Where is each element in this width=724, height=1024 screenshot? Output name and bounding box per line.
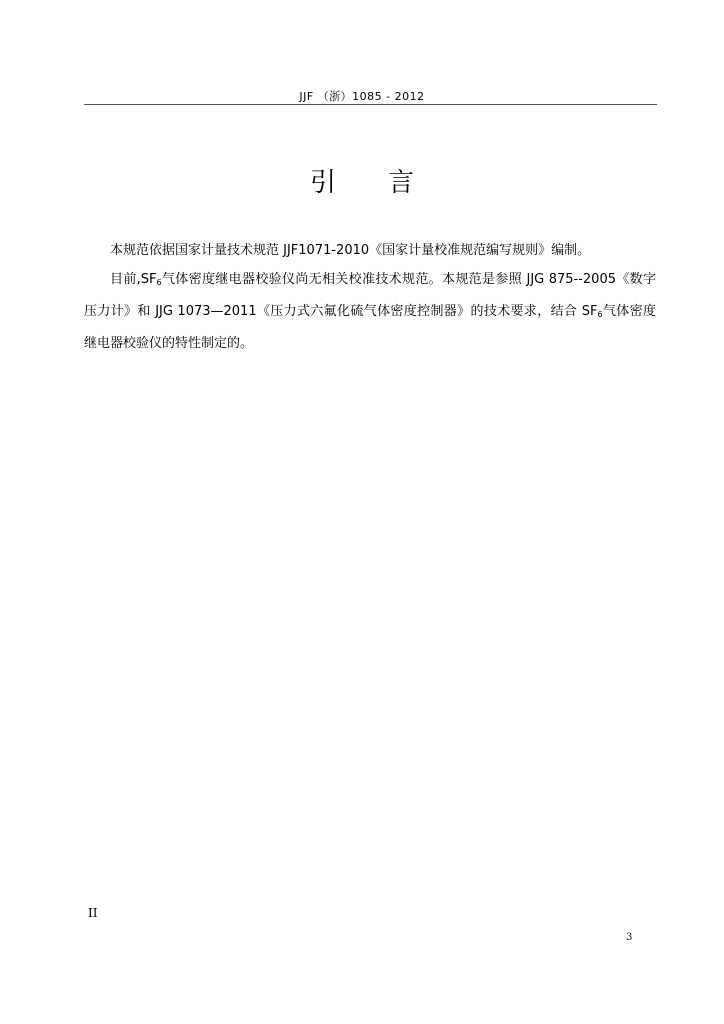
body-text (84, 236, 656, 358)
subscript-6: 6 (156, 278, 162, 287)
paragraph-1: 本规范依据国家计量技术规范 JJF1071-2010《国家计量校准规范编写规则》编制。 (110, 243, 591, 258)
paragraph-2 (84, 265, 656, 358)
paragraph-2-part-2: 气体密度继电器校验仪尚无相关校准技术规范。本规范是参照 JJG 875--2005《数字压力计》和 JJG 1073—2011《压力式六氟化硫气体密度控制器》的技术要求，结合 SF (84, 272, 656, 319)
subscript-6-second: 6 (597, 310, 603, 319)
page-title: 引言 (309, 168, 466, 198)
roman-page-marker: II (88, 906, 98, 920)
paragraph-2-part-1: 目前,SF (110, 272, 157, 287)
page-number: 3 (626, 932, 633, 943)
paragraph-2-part-3: 气体密度继电器校验仪的特性制定的。 (84, 304, 656, 351)
document-code-header: JJF （浙）1085 - 2012 (299, 90, 425, 103)
header-rule (84, 104, 657, 105)
